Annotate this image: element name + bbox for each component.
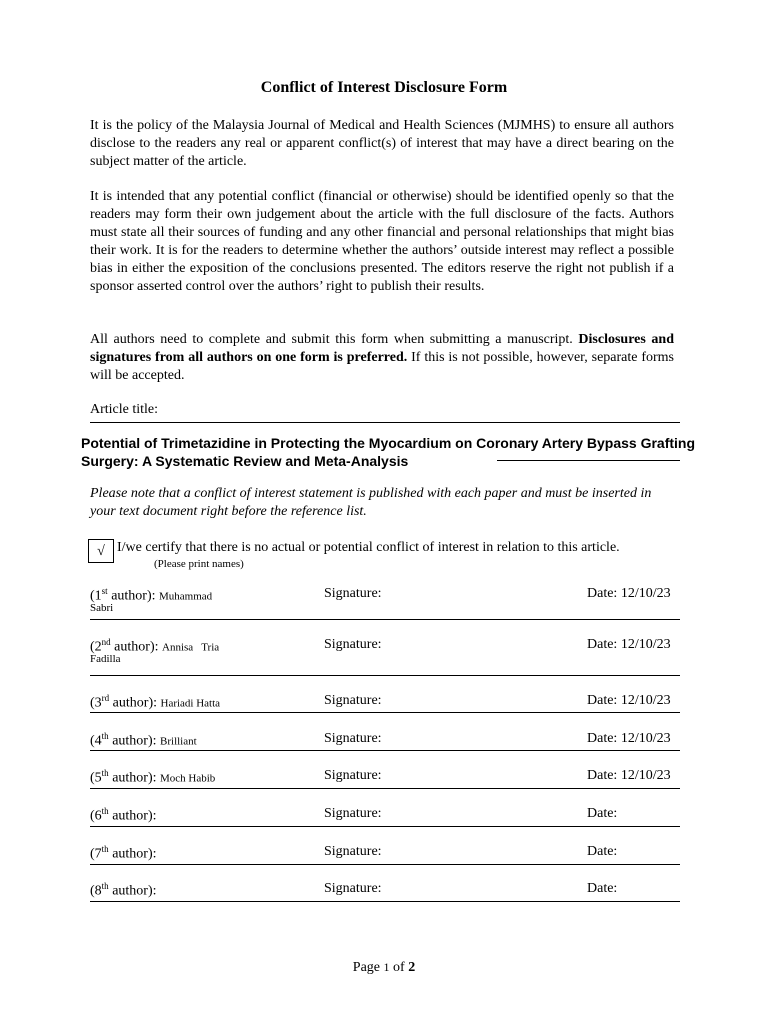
date-field[interactable]: Date: 12/10/23 [587,731,671,746]
signature-label[interactable]: Signature: [324,637,382,652]
submit-lead: All authors need to complete and submit this form when submitting a manuscript. [90,332,573,347]
signature-label[interactable]: Signature: [324,844,382,859]
author-label: (6th author): [90,806,157,824]
author-name-field[interactable]: Moch Habib [160,772,216,785]
author-name-continued: Fadilla [90,653,121,665]
submit-paragraph [90,331,674,385]
author-label: (3rd author): Hariadi Hatta [90,693,221,711]
article-title-value[interactable]: Potential of Trimetazidine in Protecting the Myocardium on Coronary Artery Bypass Grafting Surgery: A Systematic Review and Meta-Analysis [81,435,696,469]
page-word: Page [352,960,381,975]
signature-label[interactable]: Signature: [324,768,382,783]
author-label: (2nd author): Annisa Tria [90,637,220,655]
signature-label[interactable]: Signature: [324,881,382,896]
date-field[interactable]: Date: [587,881,618,896]
article-title-rule-2 [497,460,680,461]
author-label: (4th author): Brilliant [90,731,197,749]
signature-label[interactable]: Signature: [324,586,382,601]
author-label: (7th author): [90,844,157,862]
signature-label[interactable]: Signature: [324,806,382,821]
total-pages: 2 [408,960,416,975]
author-name-field[interactable]: Brilliant [160,735,197,748]
author-row-rule [90,712,680,713]
author-label: (1st author): Muhammad [90,586,213,604]
certify-statement: I/we certify that there is no actual or potential conflict of interest in relation to this article. [117,540,620,555]
date-field[interactable]: Date: 12/10/23 [587,586,671,601]
author-name-field[interactable]: Hariadi Hatta [160,697,221,710]
intent-paragraph: It is intended that any potential conflict (financial or otherwise) should be identified openly so that the readers may form their own judgement about the article with the full disclosure of the facts. Authors must state all their sources of funding and any other financial and personal relationships that might bias their work. It is for the readers to determine whether the authors’ outside interest may reflect a possible bias in either the exposition of the conclusions presented. The editors reserve the right not publish if a sponsor asserted control over the authors’ right to publish their results. [90,189,674,294]
of-word: of [393,960,405,975]
author-row-rule [90,750,680,751]
signature-label[interactable]: Signature: [324,731,382,746]
publication-note: Please note that a conflict of interest statement is published with each paper and must be inserted in your text document right before the reference list. [90,486,652,519]
date-field[interactable]: Date: [587,844,618,859]
author-name-field[interactable]: Muhammad [159,590,213,603]
page-footer [0,960,768,976]
no-conflict-checkbox[interactable]: √ [88,539,114,563]
signature-label[interactable]: Signature: [324,693,382,708]
author-label: (5th author): Moch Habib [90,768,216,786]
date-field[interactable]: Date: 12/10/23 [587,768,671,783]
author-row-rule [90,864,680,865]
date-field[interactable]: Date: 12/10/23 [587,693,671,708]
submit-bold: Disclosures and signatures from all authors on one form is preferred. [90,332,675,365]
author-row-rule [90,826,680,827]
print-names-hint: (Please print names) [154,558,244,570]
author-row-rule [90,675,680,676]
author-name-continued: Sabri [90,602,114,614]
date-field[interactable]: Date: [587,806,618,821]
article-title-label: Article title: [90,402,159,417]
article-title-rule-1 [90,422,680,423]
author-label: (8th author): [90,881,157,899]
author-row-rule [90,619,680,620]
policy-paragraph: It is the policy of the Malaysia Journal of Medical and Health Sciences (MJMHS) to ensure all authors disclose to the readers any real or apparent conflict(s) of interest that may have a direct bearing on the subject matter of the article. [90,118,674,169]
form-title: Conflict of Interest Disclosure Form [260,79,508,96]
author-row-rule [90,901,680,902]
current-page: 1 [383,960,390,974]
author-row-rule [90,788,680,789]
date-field[interactable]: Date: 12/10/23 [587,637,671,652]
author-name-field[interactable]: Annisa Tria [162,641,220,654]
submit-tail: If this is not possible, however, separate forms will be accepted. [90,350,675,383]
